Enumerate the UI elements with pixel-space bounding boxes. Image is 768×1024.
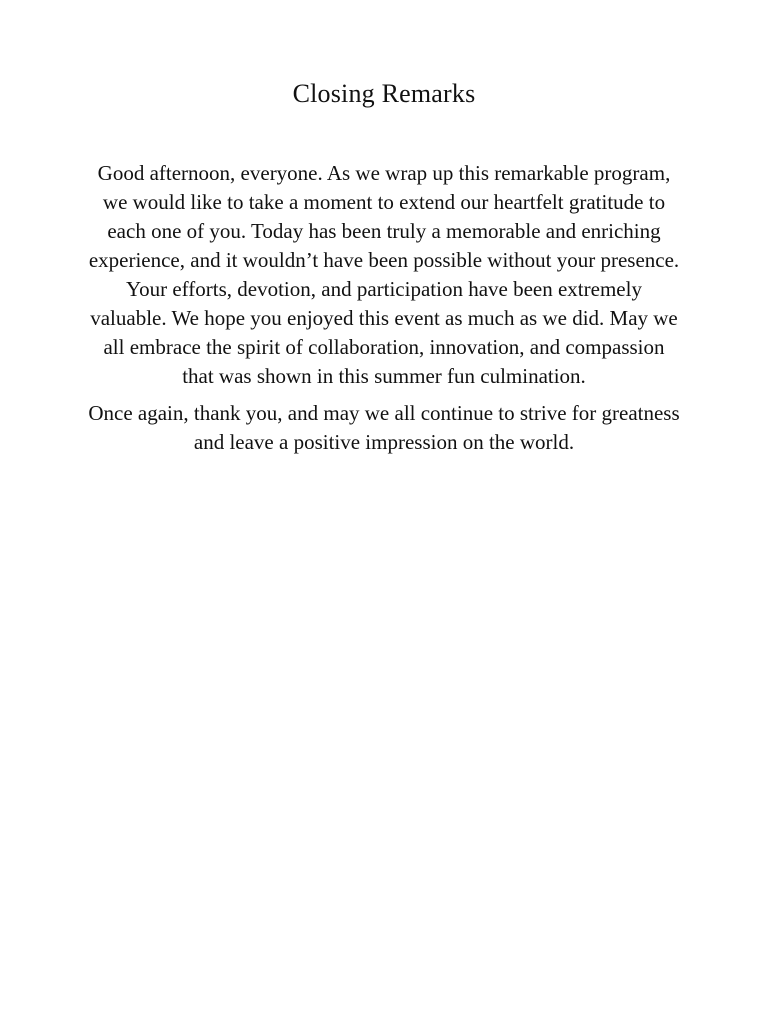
body-paragraph-2: Once again, thank you, and may we all continue to strive for greatness and leave a positive impression on the world. bbox=[88, 401, 680, 454]
body-paragraph-1: Good afternoon, everyone. As we wrap up this remarkable program, we would like to take a moment to extend our heartfelt gratitude to each one of you. Today has been truly a memorable and enriching experience, and it wouldn’t have been possible without your presence. Your efforts, devotion, and participation have been extremely valuable. We hope you enjoyed this event as much as we did. May we all embrace the spirit of collaboration, innovation, and compassion that was shown in this summer fun culmination. bbox=[88, 161, 680, 388]
document-body bbox=[88, 159, 680, 465]
document-title: Closing Remarks bbox=[292, 79, 476, 108]
